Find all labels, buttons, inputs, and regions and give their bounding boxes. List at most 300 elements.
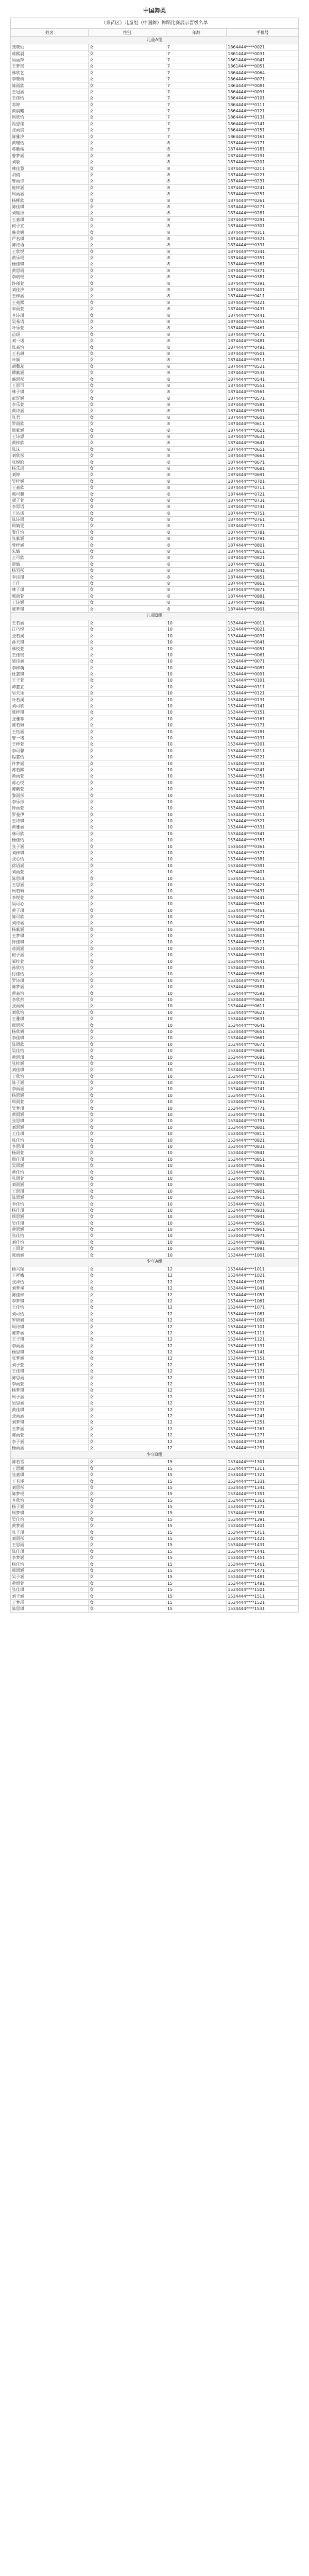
cell-name: 王若溪	[11, 1478, 89, 1484]
table-row	[11, 523, 299, 529]
cell-phone: 1534444****0951	[227, 1220, 299, 1226]
cell-name: 黄雨涵	[11, 1111, 89, 1117]
cell-age: 10	[166, 671, 226, 677]
cell-phone: 1534444****1101	[227, 1324, 299, 1330]
table-row	[11, 568, 299, 574]
cell-age: 10	[166, 1028, 226, 1035]
cell-name: 刘梦溪	[11, 1285, 89, 1292]
cell-age: 7	[166, 44, 226, 50]
cell-age: 15	[166, 1574, 226, 1580]
cell-gender: 女	[88, 697, 166, 703]
cell-name: 黄雨萱	[11, 1580, 89, 1586]
cell-phone: 1874444****0171	[227, 140, 299, 146]
cell-age: 10	[166, 748, 226, 754]
cell-age: 15	[166, 1561, 226, 1567]
cell-age: 15	[166, 1555, 226, 1561]
cell-gender: 女	[88, 1381, 166, 1387]
cell-phone: 1534444****0501	[227, 933, 299, 939]
cell-name: 吴佳怡	[11, 1516, 89, 1522]
table-row	[11, 882, 299, 888]
cell-phone: 1534444****0981	[227, 1239, 299, 1245]
cell-gender: 女	[88, 491, 166, 497]
cell-age: 8	[166, 261, 226, 267]
table-row	[11, 548, 299, 554]
cell-gender: 女	[88, 1028, 166, 1035]
cell-age: 10	[166, 1220, 226, 1226]
cell-name: 张雅菲	[11, 716, 89, 722]
cell-name: 孙欣怡	[11, 964, 89, 971]
cell-phone: 1534444****0601	[227, 996, 299, 1003]
cell-name: 杨思琪	[11, 1349, 89, 1355]
table-row	[11, 529, 299, 535]
cell-gender: 女	[88, 44, 166, 50]
table-row	[11, 235, 299, 242]
cell-age: 8	[166, 331, 226, 337]
cell-gender: 女	[88, 1175, 166, 1181]
cell-name: 李梓萌	[11, 665, 89, 671]
cell-age: 12	[166, 1317, 226, 1323]
cell-gender: 女	[88, 1419, 166, 1426]
cell-phone: 1874444****0541	[227, 376, 299, 382]
cell-age: 10	[166, 1239, 226, 1245]
cell-name: 陈思琪	[11, 1606, 89, 1612]
cell-gender: 女	[88, 433, 166, 439]
cell-name: 蒋熙晨	[11, 50, 89, 57]
table-row	[11, 1355, 299, 1362]
table-row	[11, 1465, 299, 1471]
cell-phone: 1534444****0341	[227, 831, 299, 837]
table-row	[11, 1529, 299, 1535]
cell-phone: 1534444****0171	[227, 722, 299, 728]
cell-name: 杨柳欣	[11, 197, 89, 204]
cell-phone: 1534444****1061	[227, 1298, 299, 1304]
cell-name: 邹梓萱	[11, 958, 89, 964]
cell-name: 周若琳	[11, 888, 89, 894]
group-title: 儿童A组	[11, 37, 299, 44]
cell-gender: 女	[88, 620, 166, 626]
table-row	[11, 728, 299, 735]
cell-age: 10	[166, 862, 226, 869]
table-row	[11, 869, 299, 875]
cell-gender: 女	[88, 1317, 166, 1323]
table-row	[11, 1041, 299, 1047]
cell-phone: 1874444****0271	[227, 204, 299, 210]
cell-phone: 1534444****0151	[227, 709, 299, 716]
table-row	[11, 280, 299, 286]
cell-name: 黎雨彤	[11, 792, 89, 799]
cell-gender: 女	[88, 159, 166, 165]
cell-name: 杨乐瑶	[11, 465, 89, 471]
cell-gender: 女	[88, 1368, 166, 1375]
table-row	[11, 1317, 299, 1323]
table-body	[11, 37, 299, 1613]
cell-phone: 1534444****0961	[227, 1226, 299, 1232]
cell-name: 王梦涵	[11, 1426, 89, 1432]
cell-age: 12	[166, 1445, 226, 1451]
cell-name: 王若琳	[11, 350, 89, 357]
cell-name: 李思琪	[11, 1143, 89, 1149]
cell-gender: 女	[88, 1503, 166, 1510]
cell-age: 8	[166, 357, 226, 363]
cell-gender: 女	[88, 1226, 166, 1232]
cell-phone: 1534444****0801	[227, 1124, 299, 1130]
table-row	[11, 1239, 299, 1245]
cell-age: 10	[166, 697, 226, 703]
cell-name: 陈沫	[11, 446, 89, 452]
cell-age: 8	[166, 606, 226, 612]
cell-phone: 1874444****0891	[227, 599, 299, 605]
cell-name: 吴丽萍	[11, 57, 89, 63]
cell-name: 李佳琪	[11, 1035, 89, 1041]
header-gender: 性别	[88, 29, 166, 37]
cell-phone: 1534444****1071	[227, 1304, 299, 1311]
cell-name: 程嘉怡	[11, 754, 89, 760]
cell-age: 8	[166, 184, 226, 191]
table-row	[11, 741, 299, 748]
cell-gender: 女	[88, 1459, 166, 1465]
cell-phone: 1874444****0451	[227, 318, 299, 325]
cell-age: 10	[166, 869, 226, 875]
cell-age: 10	[166, 792, 226, 799]
cell-phone: 1534444****0031	[227, 633, 299, 639]
cell-name: 杨思涵	[11, 1092, 89, 1098]
table-row	[11, 1194, 299, 1200]
cell-phone: 1874444****0801	[227, 542, 299, 548]
cell-gender: 女	[88, 952, 166, 958]
cell-gender: 女	[88, 913, 166, 920]
cell-age: 10	[166, 1105, 226, 1111]
cell-gender: 女	[88, 1510, 166, 1516]
table-row	[11, 1586, 299, 1592]
cell-name: 刘敏	[11, 159, 89, 165]
cell-age: 15	[166, 1510, 226, 1516]
cell-name: 杨雨萱	[11, 1150, 89, 1156]
cell-age: 8	[166, 306, 226, 312]
table-row	[11, 1343, 299, 1349]
cell-name: 陈雨欣	[11, 1041, 89, 1047]
cell-phone: 1534444****1301	[227, 1459, 299, 1465]
cell-age: 10	[166, 1175, 226, 1181]
table-row	[11, 593, 299, 599]
cell-age: 8	[166, 574, 226, 580]
cell-age: 15	[166, 1567, 226, 1573]
cell-name: 王祥娥	[11, 1273, 89, 1279]
table-row	[11, 465, 299, 471]
cell-phone: 1534444****0361	[227, 843, 299, 850]
table-row	[11, 837, 299, 843]
cell-name: 黄诗涵	[11, 408, 89, 414]
cell-name: 朱婧	[11, 548, 89, 554]
table-row	[11, 1574, 299, 1580]
cell-gender: 女	[88, 805, 166, 811]
cell-gender: 女	[88, 990, 166, 996]
cell-name: 曹梦涵	[11, 152, 89, 159]
cell-phone: 1534444****1161	[227, 1362, 299, 1368]
cell-gender: 女	[88, 1015, 166, 1022]
cell-phone: 1534444****0591	[227, 990, 299, 996]
cell-phone: 1534444****1501	[227, 1586, 299, 1592]
table-row	[11, 401, 299, 408]
cell-phone: 1534444****1151	[227, 1355, 299, 1362]
cell-age: 12	[166, 1368, 226, 1375]
cell-phone: 1874444****0461	[227, 325, 299, 331]
table-row	[11, 337, 299, 344]
cell-phone: 1534444****0751	[227, 1092, 299, 1098]
cell-gender: 女	[88, 299, 166, 306]
cell-phone: 1534444****1211	[227, 1394, 299, 1400]
cell-gender: 女	[88, 587, 166, 593]
cell-gender: 女	[88, 363, 166, 369]
cell-age: 8	[166, 408, 226, 414]
cell-age: 12	[166, 1406, 226, 1413]
table-row	[11, 165, 299, 172]
cell-phone: 1874444****0721	[227, 491, 299, 497]
cell-age: 10	[166, 837, 226, 843]
cell-name: 庞梓涵	[11, 184, 89, 191]
cell-age: 10	[166, 773, 226, 779]
cell-age: 10	[166, 1169, 226, 1175]
page-title: 中国舞类	[143, 7, 166, 14]
cell-age: 10	[166, 703, 226, 709]
table-row	[11, 178, 299, 184]
cell-phone: 1874444****0881	[227, 593, 299, 599]
cell-phone: 1874444****0551	[227, 382, 299, 388]
table-row	[11, 1150, 299, 1156]
table-row	[11, 1478, 299, 1484]
cell-gender: 女	[88, 204, 166, 210]
table-row	[11, 146, 299, 152]
cell-gender: 女	[88, 1003, 166, 1009]
cell-age: 10	[166, 716, 226, 722]
cell-phone: 1874444****0521	[227, 363, 299, 369]
cell-gender: 女	[88, 248, 166, 255]
cell-age: 10	[166, 786, 226, 792]
cell-age: 15	[166, 1503, 226, 1510]
cell-phone: 1534444****0721	[227, 1073, 299, 1079]
cell-phone: 1874444****0691	[227, 472, 299, 478]
cell-name: 胡倩	[11, 172, 89, 178]
table-row	[11, 1298, 299, 1304]
cell-name: 彭舒涵	[11, 395, 89, 401]
cell-gender: 女	[88, 344, 166, 350]
cell-phone: 1534444****0441	[227, 894, 299, 901]
cell-name: 黄乐瑶	[11, 255, 89, 261]
cell-name: 黄佳怡	[11, 1169, 89, 1175]
cell-age: 8	[166, 440, 226, 446]
cell-age: 10	[166, 760, 226, 767]
cell-gender: 女	[88, 831, 166, 837]
cell-gender: 女	[88, 677, 166, 684]
cell-gender: 女	[88, 907, 166, 913]
table-row	[11, 735, 299, 741]
cell-phone: 1534444****1201	[227, 1387, 299, 1394]
cell-name: 陈诗雨	[11, 516, 89, 522]
table-row	[11, 121, 299, 127]
cell-age: 10	[166, 1156, 226, 1162]
cell-name: 黄佳琪	[11, 1406, 89, 1413]
table-row	[11, 952, 299, 958]
cell-age: 10	[166, 620, 226, 626]
cell-name: 刘佳琪	[11, 1067, 89, 1073]
cell-name: 吴可心	[11, 901, 89, 907]
cell-name: 何子涵	[11, 952, 89, 958]
cell-phone: 1874444****0861	[227, 580, 299, 586]
cell-age: 8	[166, 312, 226, 318]
table-row	[11, 977, 299, 984]
table-row	[11, 606, 299, 612]
cell-name: 梁诗涵	[11, 658, 89, 665]
cell-age: 8	[166, 172, 226, 178]
cell-phone: 1534444****0921	[227, 1201, 299, 1207]
table-row	[11, 580, 299, 586]
cell-age: 10	[166, 901, 226, 907]
cell-gender: 女	[88, 1105, 166, 1111]
table-row	[11, 459, 299, 465]
cell-age: 12	[166, 1355, 226, 1362]
cell-age: 12	[166, 1279, 226, 1285]
cell-name: 林可欣	[11, 831, 89, 837]
cell-age: 10	[166, 894, 226, 901]
table-row	[11, 799, 299, 805]
cell-name: 吴思涵	[11, 1400, 89, 1406]
table-row	[11, 1548, 299, 1554]
group-header-row	[11, 1258, 299, 1266]
cell-name: 张思琪	[11, 1118, 89, 1124]
cell-name: 陈嘉怡	[11, 344, 89, 350]
cell-phone: 1534444****0201	[227, 741, 299, 748]
cell-name: 张子琪	[11, 1529, 89, 1535]
cell-phone: 1874444****0241	[227, 184, 299, 191]
cell-age: 10	[166, 824, 226, 831]
table-row	[11, 1067, 299, 1073]
table-row	[11, 76, 299, 82]
cell-name: 李欣然	[11, 996, 89, 1003]
cell-age: 12	[166, 1336, 226, 1343]
cell-phone: 1864444****0091	[227, 89, 299, 95]
cell-age: 15	[166, 1516, 226, 1522]
cell-name: 王佳琪	[11, 1368, 89, 1375]
cell-age: 10	[166, 1015, 226, 1022]
table-row	[11, 427, 299, 433]
cell-age: 8	[166, 165, 226, 172]
table-row	[11, 1535, 299, 1541]
cell-age: 8	[166, 140, 226, 146]
cell-gender: 女	[88, 767, 166, 773]
cell-phone: 1864444****0064	[227, 70, 299, 76]
table-row	[11, 306, 299, 312]
cell-age: 10	[166, 1252, 226, 1258]
cell-name: 贺婧	[11, 561, 89, 567]
cell-age: 10	[166, 831, 226, 837]
cell-gender: 女	[88, 1542, 166, 1548]
table-row	[11, 248, 299, 255]
table-row	[11, 1459, 299, 1465]
table-row	[11, 599, 299, 605]
cell-name: 张雨萱	[11, 1175, 89, 1181]
cell-gender: 女	[88, 665, 166, 671]
cell-age: 10	[166, 1143, 226, 1149]
cell-phone: 1874444****0261	[227, 197, 299, 204]
table-row	[11, 1387, 299, 1394]
cell-name: 刘子涵	[11, 1593, 89, 1599]
cell-phone: 1874444****0621	[227, 427, 299, 433]
cell-gender: 女	[88, 971, 166, 977]
cell-age: 10	[166, 1226, 226, 1232]
cell-gender: 女	[88, 1054, 166, 1060]
cell-name: 陈梦琪	[11, 606, 89, 612]
table-row	[11, 824, 299, 831]
cell-gender: 女	[88, 593, 166, 599]
table-row	[11, 1233, 299, 1239]
cell-gender: 女	[88, 82, 166, 89]
table-row	[11, 1003, 299, 1009]
cell-phone: 1861444****0041	[227, 57, 299, 63]
table-row	[11, 497, 299, 503]
cell-phone: 1874444****0531	[227, 369, 299, 376]
cell-gender: 女	[88, 741, 166, 748]
table-row	[11, 191, 299, 197]
cell-gender: 女	[88, 197, 166, 204]
cell-gender: 女	[88, 108, 166, 114]
cell-name: 林子琪	[11, 587, 89, 593]
cell-age: 10	[166, 907, 226, 913]
cell-name: 徐语涵	[11, 862, 89, 869]
cell-phone: 1874444****0371	[227, 267, 299, 274]
cell-phone: 1534444****0181	[227, 728, 299, 735]
cell-gender: 女	[88, 1465, 166, 1471]
cell-gender: 女	[88, 216, 166, 223]
cell-gender: 女	[88, 536, 166, 542]
cell-gender: 女	[88, 1279, 166, 1285]
cell-name: 刘可怡	[11, 1311, 89, 1317]
cell-gender: 女	[88, 1375, 166, 1381]
cell-phone: 1874444****0631	[227, 433, 299, 439]
cell-gender: 女	[88, 267, 166, 274]
table-row	[11, 1606, 299, 1612]
cell-gender: 女	[88, 446, 166, 452]
cell-name: 黄子琪	[11, 907, 89, 913]
cell-age: 8	[166, 536, 226, 542]
cell-name: 罗诗琪	[11, 977, 89, 984]
table-row	[11, 754, 299, 760]
cell-phone: 1864444****0071	[227, 76, 299, 82]
table-row	[11, 1266, 299, 1272]
cell-age: 10	[166, 952, 226, 958]
cell-age: 10	[166, 996, 226, 1003]
cell-age: 10	[166, 1214, 226, 1220]
cell-age: 8	[166, 587, 226, 593]
cell-name: 黄思涵	[11, 1226, 89, 1232]
cell-phone: 1874444****0571	[227, 395, 299, 401]
cell-name: 郭可馨	[11, 491, 89, 497]
cell-gender: 女	[88, 824, 166, 831]
cell-age: 10	[166, 984, 226, 990]
cell-phone: 1534444****0371	[227, 850, 299, 856]
table-row	[11, 1035, 299, 1041]
cell-age: 8	[166, 159, 226, 165]
cell-age: 8	[166, 395, 226, 401]
cell-gender: 女	[88, 728, 166, 735]
table-row	[11, 133, 299, 140]
cell-gender: 女	[88, 1324, 166, 1330]
cell-phone: 1534444****0231	[227, 760, 299, 767]
cell-age: 8	[166, 344, 226, 350]
cell-name: 冯恩佳	[11, 121, 89, 127]
cell-gender: 女	[88, 1220, 166, 1226]
cell-age: 8	[166, 216, 226, 223]
table-row	[11, 140, 299, 146]
cell-name: 张雨桐	[11, 1003, 89, 1009]
